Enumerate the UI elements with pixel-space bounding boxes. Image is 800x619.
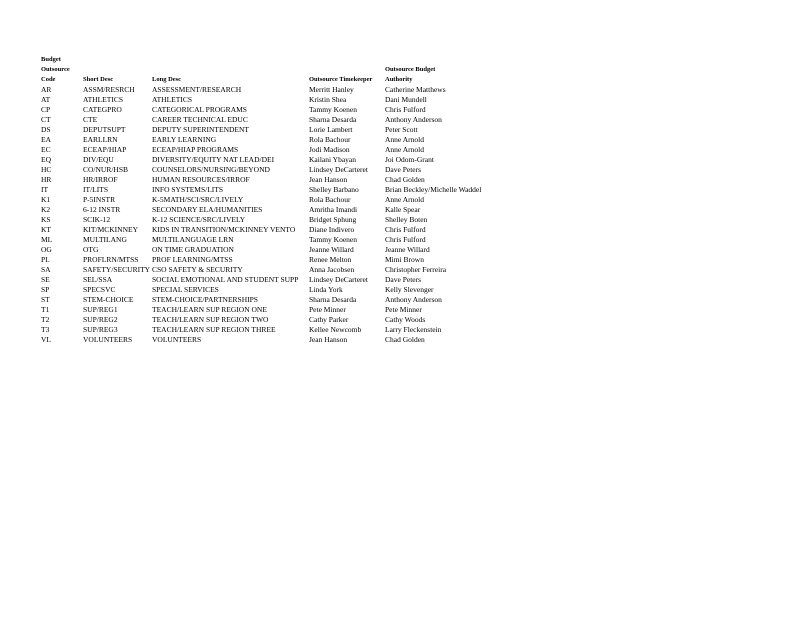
header-long-desc: Long Desc: [152, 76, 182, 83]
code-cell: CT: [41, 115, 51, 124]
long-desc-cell: ASSESSMENT/RESEARCH: [152, 85, 242, 94]
code-cell: VL: [41, 335, 51, 344]
timekeeper-cell: Rola Bachour: [309, 195, 351, 204]
authority-cell: Chad Golden: [385, 175, 425, 184]
timekeeper-cell: Tammy Koenen: [309, 105, 358, 114]
table-row: [41, 305, 501, 315]
authority-cell: Dave Peters: [385, 165, 422, 174]
timekeeper-cell: Kailani Ybayan: [309, 155, 356, 164]
authority-cell: Dave Peters: [385, 275, 422, 284]
table-row: [41, 115, 501, 125]
table-row: [41, 105, 501, 115]
short-desc-cell: P-5INSTR: [83, 195, 116, 204]
table-row: [41, 205, 501, 215]
long-desc-cell: KIDS IN TRANSITION/MCKINNEY VENTO: [152, 225, 296, 234]
long-desc-cell: CSO SAFETY & SECURITY: [152, 265, 243, 274]
header-short-desc: Short Desc: [83, 76, 114, 83]
table-row: [41, 265, 501, 275]
authority-cell: Anne Arnold: [385, 135, 424, 144]
authority-cell: Anthony Anderson: [385, 115, 442, 124]
code-cell: DS: [41, 125, 51, 134]
timekeeper-cell: Linda York: [309, 285, 343, 294]
code-cell: ML: [41, 235, 53, 244]
table-row: [41, 95, 501, 105]
budget-authority-sheet: [41, 55, 501, 345]
authority-cell: Kalle Spear: [385, 205, 421, 214]
timekeeper-cell: Kellee Newcomb: [309, 325, 362, 334]
long-desc-cell: K-12 SCIENCE/SRC/LIVELY: [152, 215, 246, 224]
code-cell: HR: [41, 175, 52, 184]
authority-cell: Joi Odom-Grant: [385, 155, 434, 164]
long-desc-cell: ECEAP/HIAP PROGRAMS: [152, 145, 239, 154]
short-desc-cell: IT/LITS: [83, 185, 108, 194]
short-desc-cell: VOLUNTEERS: [83, 335, 133, 344]
code-cell: T3: [41, 325, 50, 334]
authority-cell: Jeanne Willard: [385, 245, 430, 254]
table-body: [41, 85, 501, 345]
table-row: [41, 325, 501, 335]
short-desc-cell: DEPUTSUPT: [83, 125, 126, 134]
table-row: [41, 255, 501, 265]
timekeeper-cell: Jean Hanson: [309, 335, 348, 344]
authority-cell: Chris Fulford: [385, 105, 426, 114]
table-row: [41, 145, 501, 155]
authority-cell: Anthony Anderson: [385, 295, 442, 304]
table-row: [41, 285, 501, 295]
header-budget: Budget: [41, 56, 61, 63]
timekeeper-cell: Lindsey DeCarteret: [309, 165, 368, 174]
code-cell: EQ: [41, 155, 51, 164]
short-desc-cell: DIV/EQU: [83, 155, 114, 164]
authority-cell: Chris Fulford: [385, 235, 426, 244]
table-row: [41, 125, 501, 135]
timekeeper-cell: Cathy Parker: [309, 315, 349, 324]
code-cell: AR: [41, 85, 52, 94]
code-cell: HC: [41, 165, 52, 174]
long-desc-cell: CAREER TECHNICAL EDUC: [152, 115, 248, 124]
authority-cell: Larry Fleckenstein: [385, 325, 442, 334]
authority-cell: Anne Arnold: [385, 195, 424, 204]
code-cell: KS: [41, 215, 51, 224]
short-desc-cell: PROFLRN/MTSS: [83, 255, 139, 264]
timekeeper-cell: Pete Minner: [309, 305, 346, 314]
authority-cell: Catherine Matthews: [385, 85, 446, 94]
timekeeper-cell: Lorie Lambert: [309, 125, 353, 134]
long-desc-cell: SPECIAL SERVICES: [152, 285, 219, 294]
code-cell: T2: [41, 315, 50, 324]
timekeeper-cell: Kristin Shea: [309, 95, 347, 104]
authority-cell: Shelley Boten: [385, 215, 428, 224]
short-desc-cell: OTG: [83, 245, 99, 254]
table-row: [41, 195, 501, 205]
table-row: [41, 175, 501, 185]
long-desc-cell: CATEGORICAL PROGRAMS: [152, 105, 247, 114]
long-desc-cell: DIVERSITY/EQUITY NAT LEAD/DEI: [152, 155, 275, 164]
authority-cell: Dani Mundell: [385, 95, 427, 104]
timekeeper-cell: Renee Melton: [309, 255, 352, 264]
short-desc-cell: SUP/REG1: [83, 305, 118, 314]
timekeeper-cell: Jodi Madison: [309, 145, 350, 154]
long-desc-cell: K-5MATH/SCI/SRC/LIVELY: [152, 195, 244, 204]
header-outsource-budget: Outsource Budget: [385, 66, 436, 73]
long-desc-cell: SECONDARY ELA/HUMANITIES: [152, 205, 263, 214]
table-row: [41, 185, 501, 195]
authority-cell: Brian Beckley/Michelle Waddel: [385, 185, 482, 194]
table-row: [41, 85, 501, 95]
header-authority: Authority: [385, 76, 413, 83]
timekeeper-cell: Diane Indivero: [309, 225, 355, 234]
table-row: [41, 275, 501, 285]
long-desc-cell: TEACH/LEARN SUP REGION THREE: [152, 325, 276, 334]
table-row: [41, 315, 501, 325]
timekeeper-cell: Bridget Sphung: [309, 215, 357, 224]
long-desc-cell: MULTILANGUAGE LRN: [152, 235, 234, 244]
code-cell: PL: [41, 255, 50, 264]
short-desc-cell: ATHLETICS: [83, 95, 123, 104]
code-cell: K2: [41, 205, 51, 214]
short-desc-cell: ECEAP/HIAP: [83, 145, 127, 154]
short-desc-cell: SEL/SSA: [83, 275, 113, 284]
code-cell: KT: [41, 225, 51, 234]
short-desc-cell: SUP/REG3: [83, 325, 118, 334]
timekeeper-cell: Shelley Barbano: [309, 185, 359, 194]
table-row: [41, 235, 501, 245]
timekeeper-cell: Tammy Koenen: [309, 235, 358, 244]
short-desc-cell: CTE: [83, 115, 98, 124]
long-desc-cell: EARLY LEARNING: [152, 135, 217, 144]
code-cell: K1: [41, 195, 51, 204]
long-desc-cell: COUNSELORS/NURSING/BEYOND: [152, 165, 270, 174]
authority-cell: Cathy Woods: [385, 315, 426, 324]
long-desc-cell: PROF LEARNING/MTSS: [152, 255, 233, 264]
short-desc-cell: SPECSVC: [83, 285, 116, 294]
short-desc-cell: KIT/MCKINNEY: [83, 225, 138, 234]
authority-cell: Chris Fulford: [385, 225, 426, 234]
timekeeper-cell: Sharna Desarda: [309, 295, 357, 304]
short-desc-cell: 6-12 INSTR: [83, 205, 121, 214]
code-cell: T1: [41, 305, 50, 314]
header-timekeeper: Outsource Timekeeper: [309, 76, 373, 83]
code-cell: SA: [41, 265, 51, 274]
long-desc-cell: ATHLETICS: [152, 95, 192, 104]
timekeeper-cell: Merritt Hanley: [309, 85, 354, 94]
timekeeper-cell: Jean Hanson: [309, 175, 348, 184]
timekeeper-cell: Amritha Imandi: [309, 205, 358, 214]
table-row: [41, 335, 501, 345]
code-cell: AT: [41, 95, 51, 104]
long-desc-cell: STEM-CHOICE/PARTNERSHIPS: [152, 295, 258, 304]
code-cell: CP: [41, 105, 51, 114]
short-desc-cell: SUP/REG2: [83, 315, 118, 324]
code-cell: IT: [41, 185, 49, 194]
table-header: [41, 55, 501, 85]
authority-cell: Anne Arnold: [385, 145, 424, 154]
short-desc-cell: EARLLRN: [83, 135, 118, 144]
table-row: [41, 165, 501, 175]
short-desc-cell: ASSM/RESRCH: [83, 85, 135, 94]
table-row: [41, 135, 501, 145]
long-desc-cell: INFO SYSTEMS/LITS: [152, 185, 224, 194]
authority-cell: Kelly Slevenger: [385, 285, 434, 294]
long-desc-cell: ON TIME GRADUATION: [152, 245, 234, 254]
authority-cell: Chad Golden: [385, 335, 425, 344]
code-cell: ST: [41, 295, 50, 304]
code-cell: EC: [41, 145, 51, 154]
table-row: [41, 155, 501, 165]
long-desc-cell: SOCIAL EMOTIONAL AND STUDENT SUPP: [152, 275, 299, 284]
authority-cell: Pete Minner: [385, 305, 422, 314]
short-desc-cell: STEM-CHOICE: [83, 295, 134, 304]
code-cell: EA: [41, 135, 51, 144]
header-outsource-left: Outsource: [41, 66, 70, 73]
authority-cell: Peter Scott: [385, 125, 418, 134]
short-desc-cell: MULTILANG: [83, 235, 127, 244]
short-desc-cell: SCIK-12: [83, 215, 111, 224]
timekeeper-cell: Rola Bachour: [309, 135, 351, 144]
timekeeper-cell: Jeanne Willard: [309, 245, 354, 254]
code-cell: OG: [41, 245, 52, 254]
table-row: [41, 245, 501, 255]
timekeeper-cell: Sharna Desarda: [309, 115, 357, 124]
long-desc-cell: HUMAN RESOURCES/IRROF: [152, 175, 250, 184]
table-row: [41, 215, 501, 225]
budget-table: [41, 85, 501, 345]
long-desc-cell: TEACH/LEARN SUP REGION ONE: [152, 305, 267, 314]
timekeeper-cell: Lindsey DeCarteret: [309, 275, 368, 284]
short-desc-cell: CO/NUR/HSB: [83, 165, 129, 174]
table-row: [41, 225, 501, 235]
timekeeper-cell: Anna Jacobsen: [309, 265, 355, 274]
code-cell: SE: [41, 275, 50, 284]
table-row: [41, 295, 501, 305]
authority-cell: Christopher Ferreira: [385, 265, 447, 274]
long-desc-cell: TEACH/LEARN SUP REGION TWO: [152, 315, 269, 324]
short-desc-cell: HR/IRROF: [83, 175, 118, 184]
code-cell: SP: [41, 285, 50, 294]
header-code: Code: [41, 76, 56, 83]
long-desc-cell: DEPUTY SUPERINTENDENT: [152, 125, 250, 134]
short-desc-cell: CATEGPRO: [83, 105, 122, 114]
short-desc-cell: SAFETY/SECURITY: [83, 265, 151, 274]
long-desc-cell: VOLUNTEERS: [152, 335, 202, 344]
authority-cell: Mimi Brown: [385, 255, 424, 264]
